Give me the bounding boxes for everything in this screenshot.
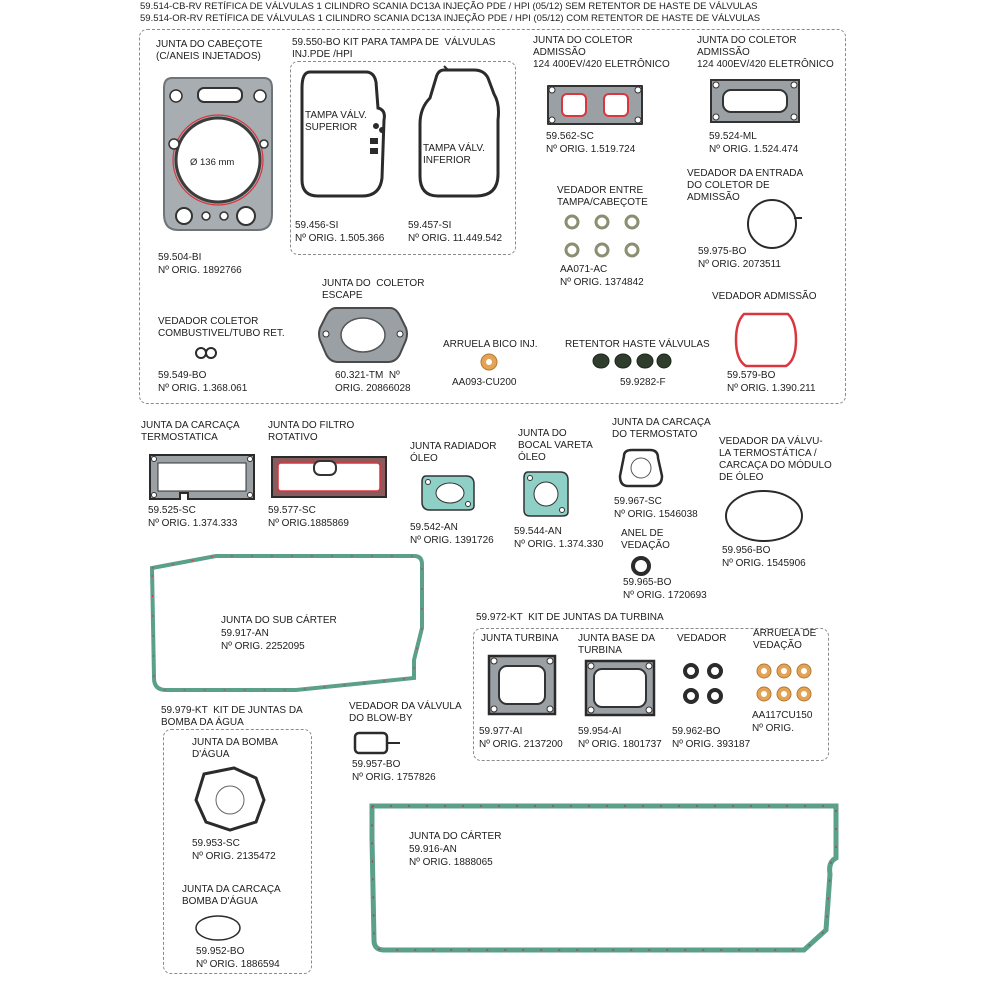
injector-washer-code: AA093-CU200 <box>452 377 517 388</box>
intake-manifold-a-image <box>542 80 648 130</box>
fuel-line-seal-image <box>194 346 218 360</box>
turbo-base-image <box>580 655 660 721</box>
intake-manifold-b-code: 59.524-ML <box>709 131 757 142</box>
sealing-ring-image <box>630 555 652 577</box>
thermostat-housing-b-title: JUNTA DA CARCAÇA DO TERMOSTATO <box>612 417 711 440</box>
intake-inlet-seal-code: 59.975-BO <box>698 246 747 257</box>
thermostatic-valve-seal-image <box>722 488 806 544</box>
turbo-gasket-code: 59.977-AI <box>479 726 523 737</box>
intake-inlet-seal-image <box>744 196 804 252</box>
blowby-valve-seal-orig: Nº ORIG. 1757826 <box>352 772 436 783</box>
water-pump-housing-image <box>192 912 244 944</box>
sub-sump-orig: Nº ORIG. 2252095 <box>221 641 305 652</box>
water-pump-image <box>190 764 270 834</box>
valve-stem-seal-code: 59.9282-F <box>620 377 666 388</box>
intake-manifold-a-title: JUNTA DO COLETOR ADMISSÃO 124 400EV/420 ELETRÔNICO <box>533 35 670 70</box>
thermostat-housing-b-code: 59.967-SC <box>614 496 662 507</box>
valve-cover-upper-orig: Nº ORIG. 1.505.366 <box>295 233 385 244</box>
valve-stem-seal-title: RETENTOR HASTE VÁLVULAS <box>565 339 710 350</box>
oil-sump-image <box>364 798 842 958</box>
rotary-filter-code: 59.577-SC <box>268 505 316 516</box>
sealing-washer-code: AA117CU150 <box>752 710 813 721</box>
sub-sump-code: 59.917-AN <box>221 628 269 639</box>
injector-washer-image <box>479 352 499 372</box>
intake-manifold-b-image <box>705 74 805 128</box>
turbo-base-code: 59.954-AI <box>578 726 622 737</box>
sealing-ring-orig: Nº ORIG. 1720693 <box>623 590 707 601</box>
sub-sump-title: JUNTA DO SUB CÁRTER <box>221 615 337 626</box>
cover-head-seal-orig: Nº ORIG. 1374842 <box>560 277 644 288</box>
valve-cover-lower-image <box>414 64 504 204</box>
dipstick-neck-title: JUNTA DO BOCAL VARETA ÓLEO <box>518 428 593 463</box>
thermostat-housing-orig: Nº ORIG. 1.374.333 <box>148 518 238 529</box>
water-pump-code: 59.953-SC <box>192 838 240 849</box>
sealing-ring-code: 59.965-BO <box>623 577 672 588</box>
turbo-seal-orig: Nº ORIG. 393187 <box>672 739 751 750</box>
head-gasket-code: 59.504-BI <box>158 252 202 263</box>
exhaust-manifold-title: JUNTA DO COLETOR ESCAPE <box>322 278 425 301</box>
dipstick-neck-orig: Nº ORIG. 1.374.330 <box>514 539 604 550</box>
turbo-base-orig: Nº ORIG. 1801737 <box>578 739 662 750</box>
water-pump-kit-title: 59.979-KT KIT DE JUNTAS DA BOMBA DA ÁGUA <box>161 705 303 728</box>
oil-radiator-image <box>418 470 480 514</box>
intake-manifold-a-code: 59.562-SC <box>546 131 594 142</box>
header-line-1: 59.514-CB-RV RETÍFICA DE VÁLVULAS 1 CILINDRO SCANIA DC13A INJEÇÃO PDE / HPI (05/12) SEM RETENTOR DE HASTE DE VÁLVULAS <box>140 1 758 12</box>
water-pump-housing-code: 59.952-BO <box>196 946 245 957</box>
intake-seal-title: VEDADOR ADMISSÃO <box>712 291 817 302</box>
cover-head-seal-code: AA071-AC <box>560 264 608 275</box>
sealing-washer-orig: Nº ORIG. <box>752 723 794 734</box>
head-gasket-image <box>160 74 276 234</box>
intake-seal-image <box>730 308 802 372</box>
exhaust-manifold-code: 60.321-TM Nº <box>335 370 400 381</box>
valve-cover-lower-label: TAMPA VÁLV. INFERIOR <box>423 143 485 166</box>
oil-radiator-title: JUNTA RADIADOR ÓLEO <box>410 441 497 464</box>
water-pump-housing-orig: Nº ORIG. 1886594 <box>196 959 280 970</box>
exhaust-manifold-image <box>316 304 410 366</box>
sealing-ring-title: ANEL DE VEDAÇÃO <box>621 528 670 551</box>
blowby-valve-seal-image <box>352 730 402 756</box>
water-pump-housing-title: JUNTA DA CARCAÇA BOMBA D'ÁGUA <box>182 884 281 907</box>
intake-inlet-seal-title: VEDADOR DA ENTRADA DO COLETOR DE ADMISSÃO <box>687 168 804 203</box>
rotary-filter-orig: Nº ORIG.1885869 <box>268 518 349 529</box>
intake-seal-orig: Nº ORIG. 1.390.211 <box>727 383 816 394</box>
turbo-gasket-image <box>483 650 561 720</box>
fuel-line-seal-code: 59.549-BO <box>158 370 207 381</box>
intake-inlet-seal-orig: Nº ORIG. 2073511 <box>698 259 781 270</box>
cover-head-seal-title: VEDADOR ENTRE TAMPA/CABEÇOTE <box>557 185 648 208</box>
oil-sump-orig: Nº ORIG. 1888065 <box>409 857 493 868</box>
exhaust-manifold-orig: ORIG. 20866028 <box>335 383 411 394</box>
thermostatic-valve-seal-orig: Nº ORIG. 1545906 <box>722 558 806 569</box>
fuel-line-seal-title: VEDADOR COLETOR COMBUSTIVEL/TUBO RET. <box>158 316 285 339</box>
intake-seal-code: 59.579-BO <box>727 370 776 381</box>
thermostatic-valve-seal-code: 59.956-BO <box>722 545 771 556</box>
turbo-seal-code: 59.962-BO <box>672 726 721 737</box>
valve-cover-lower-code: 59.457-SI <box>408 220 452 231</box>
rotary-filter-title: JUNTA DO FILTRO ROTATIVO <box>268 420 355 443</box>
valve-cover-lower-orig: Nº ORIG. 11.449.542 <box>408 233 503 244</box>
cover-head-seal-image <box>562 212 646 262</box>
valve-cover-upper-code: 59.456-SI <box>295 220 339 231</box>
head-gasket-orig: Nº ORIG. 1892766 <box>158 265 242 276</box>
turbo-gasket-orig: Nº ORIG. 2137200 <box>479 739 563 750</box>
intake-manifold-b-title: JUNTA DO COLETOR ADMISSÃO 124 400EV/420 ELETRÔNICO <box>697 35 834 70</box>
fuel-line-seal-orig: Nº ORIG. 1.368.061 <box>158 383 248 394</box>
turbo-gasket-title: JUNTA TURBINA <box>481 633 559 644</box>
injector-washer-title: ARRUELA BICO INJ. <box>443 339 538 350</box>
turbo-seal-title: VEDADOR <box>677 633 727 644</box>
thermostat-housing-code: 59.525-SC <box>148 505 196 516</box>
blowby-valve-seal-title: VEDADOR DA VÁLVULA DO BLOW-BY <box>349 701 462 724</box>
turbo-seal-image <box>680 660 728 708</box>
oil-radiator-orig: Nº ORIG. 1391726 <box>410 535 494 546</box>
valve-cover-upper-label: TAMPA VÁLV. SUPERIOR <box>305 110 367 133</box>
header-line-2: 59.514-OR-RV RETÍFICA DE VÁLVULAS 1 CILINDRO SCANIA DC13A INJEÇÃO PDE / HPI (05/12) COM RETENTOR DE HASTE DE VÁLVULAS <box>140 13 761 24</box>
thermostat-housing-b-orig: Nº ORIG. 1546038 <box>614 509 698 520</box>
intake-manifold-b-orig: Nº ORIG. 1.524.474 <box>709 144 799 155</box>
thermostat-housing-b-image <box>616 446 666 492</box>
sealing-washer-image <box>754 660 814 706</box>
sealing-washer-title: ARRUELA DE VEDAÇÃO <box>753 628 817 651</box>
dipstick-neck-image <box>520 468 572 520</box>
head-gasket-diameter: Ø 136 mm <box>190 157 235 168</box>
turbo-kit-title: 59.972-KT KIT DE JUNTAS DA TURBINA <box>476 612 664 623</box>
water-pump-orig: Nº ORIG. 2135472 <box>192 851 276 862</box>
thermostat-housing-title: JUNTA DA CARCAÇA TERMOSTATICA <box>141 420 240 443</box>
intake-manifold-a-orig: Nº ORIG. 1.519.724 <box>546 144 636 155</box>
oil-sump-title: JUNTA DO CÁRTER <box>409 831 502 842</box>
valve-cover-upper-image <box>296 68 390 202</box>
valve-cover-kit-title: 59.550-BO KIT PARA TAMPA DE VÁLVULAS INJ.PDE /HPI <box>292 37 496 60</box>
oil-sump-code: 59.916-AN <box>409 844 457 855</box>
oil-radiator-code: 59.542-AN <box>410 522 458 533</box>
valve-stem-seal-image <box>592 352 672 370</box>
dipstick-neck-code: 59.544-AN <box>514 526 562 537</box>
thermostat-housing-image <box>144 449 260 505</box>
turbo-base-title: JUNTA BASE DA TURBINA <box>578 633 656 656</box>
head-gasket-title: JUNTA DO CABEÇOTE (C/ANEIS INJETADOS) <box>156 39 263 62</box>
thermostatic-valve-seal-title: VEDADOR DA VÁLVU- LA TERMOSTÁTICA / CARCAÇA DO MÓDULO DE ÓLEO <box>719 436 832 483</box>
rotary-filter-image <box>266 451 392 503</box>
blowby-valve-seal-code: 59.957-BO <box>352 759 401 770</box>
water-pump-title: JUNTA DA BOMBA D'ÁGUA <box>192 737 278 760</box>
